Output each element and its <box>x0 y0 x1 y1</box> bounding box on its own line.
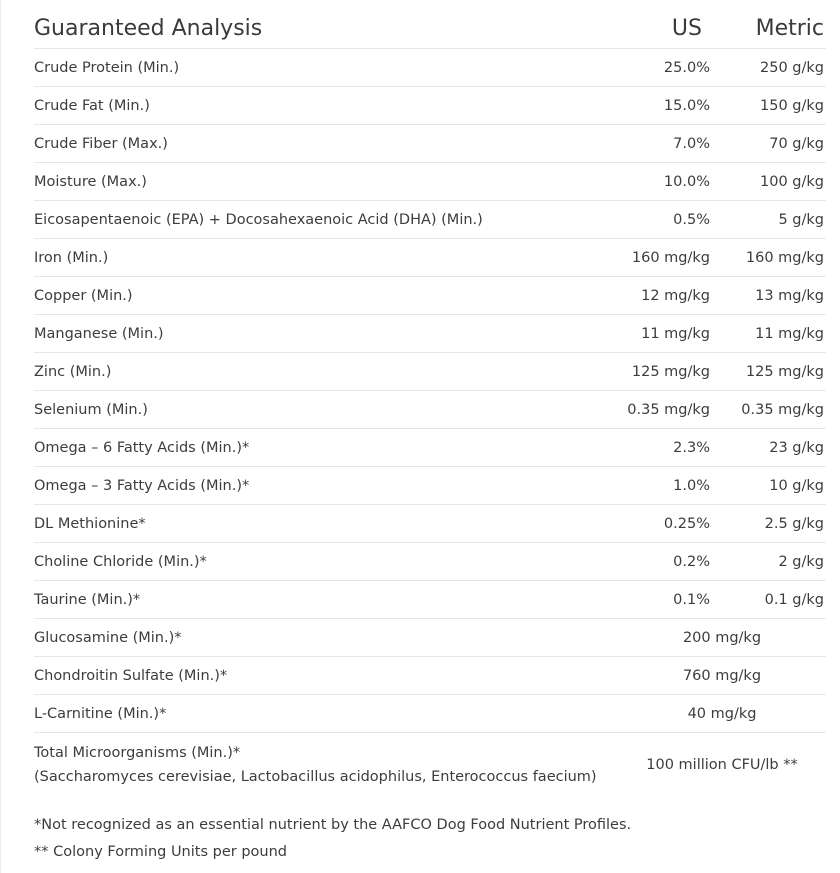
table-row <box>34 581 826 619</box>
us-value: 2.3% <box>618 429 718 467</box>
metric-value: 23 g/kg <box>718 429 826 467</box>
nutrient-name: Taurine (Min.)* <box>34 581 618 619</box>
nutrient-name: Crude Fat (Min.) <box>34 87 618 125</box>
table-row <box>34 619 826 657</box>
nutrient-name: Copper (Min.) <box>34 277 618 315</box>
metric-value: 125 mg/kg <box>718 353 826 391</box>
table-row <box>34 277 826 315</box>
table-row <box>34 87 826 125</box>
metric-value: 13 mg/kg <box>718 277 826 315</box>
table-row <box>34 695 826 733</box>
table-row <box>34 239 826 277</box>
table-row <box>34 125 826 163</box>
metric-value: 5 g/kg <box>718 201 826 239</box>
nutrient-name: Omega – 3 Fatty Acids (Min.)* <box>34 467 618 505</box>
nutrient-name: Selenium (Min.) <box>34 391 618 429</box>
microorganisms-value: 100 million CFU/lb ** <box>646 757 798 773</box>
us-value: 7.0% <box>618 125 718 163</box>
table-row <box>34 543 826 581</box>
us-value: 25.0% <box>618 49 718 87</box>
table-row <box>34 315 826 353</box>
metric-value: 70 g/kg <box>718 125 826 163</box>
us-value: 15.0% <box>618 87 718 125</box>
microorganisms-detail: (Saccharomyces cerevisiae, Lactobacillus acidophilus, Enterococcus faecium) <box>34 769 597 785</box>
footnotes <box>34 812 631 866</box>
microorganisms-label: Total Microorganisms (Min.)* <box>34 745 241 761</box>
table-row <box>34 353 826 391</box>
table-title: Guaranteed Analysis <box>34 8 618 49</box>
nutrient-name <box>34 733 618 798</box>
us-value: 1.0% <box>618 467 718 505</box>
table-row-microorganisms <box>34 733 826 798</box>
us-value: 0.1% <box>618 581 718 619</box>
nutrient-name: Zinc (Min.) <box>34 353 618 391</box>
us-value: 0.2% <box>618 543 718 581</box>
table-row <box>34 505 826 543</box>
combined-value: 200 mg/kg <box>618 619 826 657</box>
metric-value: 10 g/kg <box>718 467 826 505</box>
guaranteed-analysis-table <box>34 8 826 797</box>
us-value: 0.25% <box>618 505 718 543</box>
metric-value: 150 g/kg <box>718 87 826 125</box>
us-value: 160 mg/kg <box>618 239 718 277</box>
table-row <box>34 201 826 239</box>
nutrient-name: Crude Fiber (Max.) <box>34 125 618 163</box>
table-row <box>34 657 826 695</box>
table-row <box>34 429 826 467</box>
table-row <box>34 467 826 505</box>
metric-value: 11 mg/kg <box>718 315 826 353</box>
metric-value: 2 g/kg <box>718 543 826 581</box>
nutrient-name: DL Methionine* <box>34 505 618 543</box>
combined-value: 40 mg/kg <box>618 695 826 733</box>
table-body <box>34 49 826 798</box>
us-value: 12 mg/kg <box>618 277 718 315</box>
table-row <box>34 163 826 201</box>
us-value: 125 mg/kg <box>618 353 718 391</box>
combined-value: 760 mg/kg <box>618 657 826 695</box>
footnote-aafco: *Not recognized as an essential nutrient by the AAFCO Dog Food Nutrient Profiles. <box>34 817 632 833</box>
metric-value: 0.1 g/kg <box>718 581 826 619</box>
nutrient-name: Chondroitin Sulfate (Min.)* <box>34 657 618 695</box>
metric-value: 160 mg/kg <box>718 239 826 277</box>
table-row <box>34 391 826 429</box>
metric-value: 0.35 mg/kg <box>718 391 826 429</box>
nutrient-name: Glucosamine (Min.)* <box>34 619 618 657</box>
footnote-cfu: ** Colony Forming Units per pound <box>34 844 287 860</box>
metric-value: 100 g/kg <box>718 163 826 201</box>
us-value: 0.35 mg/kg <box>618 391 718 429</box>
metric-value: 2.5 g/kg <box>718 505 826 543</box>
nutrient-name: L-Carnitine (Min.)* <box>34 695 618 733</box>
nutrient-name: Crude Protein (Min.) <box>34 49 618 87</box>
table-header-row <box>34 8 826 49</box>
nutrient-name: Moisture (Max.) <box>34 163 618 201</box>
table-row <box>34 49 826 87</box>
nutrient-name: Eicosapentaenoic (EPA) + Docosahexaenoic Acid (DHA) (Min.) <box>34 201 618 239</box>
nutrient-name: Choline Chloride (Min.)* <box>34 543 618 581</box>
us-value: 0.5% <box>618 201 718 239</box>
us-value: 11 mg/kg <box>618 315 718 353</box>
metric-value: 250 g/kg <box>718 49 826 87</box>
nutrient-name: Iron (Min.) <box>34 239 618 277</box>
nutrient-name: Manganese (Min.) <box>34 315 618 353</box>
column-header-metric: Metric <box>718 8 826 49</box>
column-header-us: US <box>618 8 718 49</box>
us-value: 10.0% <box>618 163 718 201</box>
nutrient-name: Omega – 6 Fatty Acids (Min.)* <box>34 429 618 467</box>
